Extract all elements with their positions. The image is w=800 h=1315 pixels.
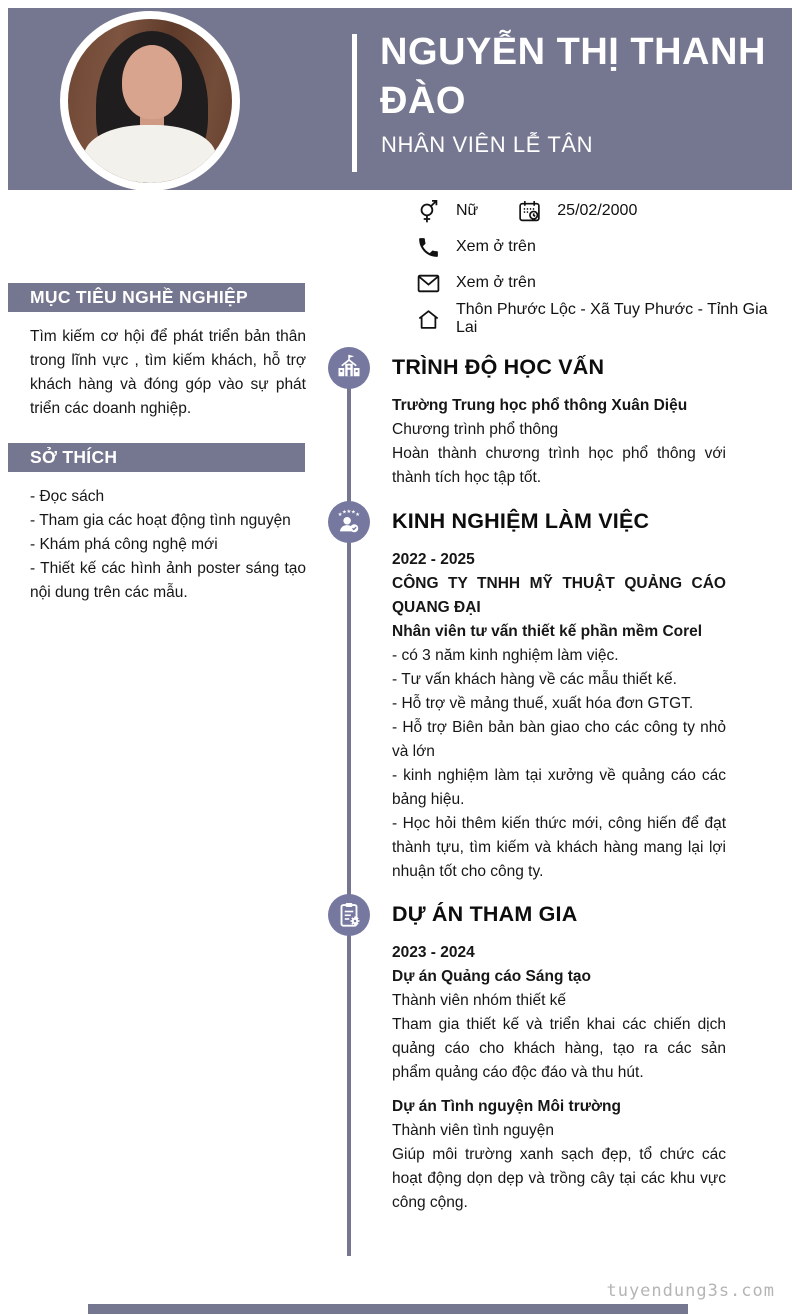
candidate-title: NHÂN VIÊN LỄ TÂN <box>381 132 594 157</box>
contact-row-email <box>415 268 792 298</box>
svg-text:★: ★ <box>346 508 352 515</box>
education-description: Hoàn thành chương trình học phổ thông với thành tích học tập tốt. <box>392 445 726 486</box>
photo-shirt <box>84 125 216 191</box>
address-value: Thôn Phước Lộc - Xã Tuy Phước - Tỉnh Gia Lai <box>456 301 768 336</box>
gender-value: Nữ <box>456 202 479 219</box>
objective-title: MỤC TIÊU NGHỀ NGHIỆP <box>8 283 305 312</box>
objective-body: Tìm kiếm cơ hội để phát triển bản thân trong lĩnh vực , tìm kiếm khách, hỗ trợ khách hàng và đóng góp vào sự phát triển các doanh nghiệp. <box>30 328 306 417</box>
svg-text:★: ★ <box>351 509 356 516</box>
project-role: Thành viên tình nguyện <box>392 1122 555 1139</box>
svg-text:★: ★ <box>355 511 360 518</box>
header-divider-line <box>352 34 357 172</box>
project-name: Dự án Quảng cáo Sáng tạo <box>392 968 591 985</box>
project-description: Tham gia thiết kế và triển khai các chiến dịch quảng cáo cho khách hàng, tạo ra các sản phẩm quảng cáo độc đáo và thu hút. <box>392 1016 726 1081</box>
phone-icon <box>415 234 442 261</box>
birthday-value: 25/02/2000 <box>557 202 638 219</box>
experience-bullet: - kinh nghiệm làm tại xưởng về quảng cáo các bảng hiệu. <box>392 767 726 808</box>
footer-bar <box>88 1304 688 1314</box>
phone-value: Xem ở trên <box>456 238 536 255</box>
mail-icon <box>415 270 442 297</box>
project-name: Dự án Tình nguyện Môi trường <box>392 1098 621 1115</box>
experience-bullet: - có 3 năm kinh nghiệm làm việc. <box>392 647 619 664</box>
education-program: Chương trình phổ thông <box>392 421 559 438</box>
education-section <box>328 347 728 490</box>
project-description: Giúp môi trường xanh sạch đẹp, tổ chức các hoạt động dọn dẹp và trồng cây tại các khu vực công cộng. <box>392 1146 726 1211</box>
hobby-item: - Khám phá công nghệ mới <box>30 536 218 553</box>
experience-bullet: - Hỗ trợ Biên bản bàn giao cho các công ty nhỏ và lớn <box>392 719 726 760</box>
calendar-icon <box>516 198 543 225</box>
hobby-item: - Tham gia các hoạt động tình nguyện <box>30 512 291 529</box>
education-school: Trường Trung học phổ thông Xuân Diệu <box>392 397 688 414</box>
email-value: Xem ở trên <box>456 274 536 291</box>
experience-period: 2022 - 2025 <box>392 551 475 568</box>
hobbies-section <box>8 443 305 605</box>
projects-title: DỰ ÁN THAM GIA <box>392 902 578 926</box>
objective-section <box>8 283 305 421</box>
candidate-name: NGUYỄN THỊ THANH ĐÀO <box>380 31 766 122</box>
gender-icon <box>415 198 442 225</box>
svg-text:★: ★ <box>337 511 343 518</box>
contact-info <box>415 196 792 340</box>
contact-row-address <box>415 301 792 336</box>
experience-title: KINH NGHIỆM LÀM VIỆC <box>392 509 650 533</box>
experience-position: Nhân viên tư vấn thiết kế phần mềm Corel <box>392 623 703 640</box>
experience-icon <box>328 501 370 543</box>
svg-text:★: ★ <box>342 509 347 516</box>
school-icon <box>328 347 370 389</box>
education-title: TRÌNH ĐỘ HỌC VẤN <box>392 355 605 379</box>
experience-bullet: - Tư vấn khách hàng về các mẫu thiết kế. <box>392 671 677 688</box>
projects-period: 2023 - 2024 <box>392 944 475 961</box>
clipboard-gear-icon <box>328 894 370 936</box>
experience-bullet: - Học hỏi thêm kiến thức mới, công hiến để đạt thành tựu, tìm kiếm và khách hàng mang lại lợi nhuận tốt cho công ty. <box>392 815 726 880</box>
profile-photo <box>60 11 240 191</box>
contact-row-phone <box>415 232 792 262</box>
experience-bullet: - Hỗ trợ về mảng thuế, xuất hóa đơn GTGT. <box>392 695 694 712</box>
photo-face <box>122 45 182 119</box>
hobbies-title: SỞ THÍCH <box>8 443 305 472</box>
home-icon <box>415 306 442 333</box>
experience-company: CÔNG TY TNHH MỸ THUẬT QUẢNG CÁO QUANG ĐẠI <box>392 575 726 616</box>
projects-section <box>328 894 728 1215</box>
contact-row-gender-birthday <box>415 196 792 226</box>
watermark-brand: tuyendung3s.com <box>606 1281 775 1301</box>
spacer <box>392 1085 726 1095</box>
experience-section <box>328 501 728 884</box>
hobby-item: - Đọc sách <box>30 488 105 505</box>
hobby-item: - Thiết kế các hình ảnh poster sáng tạo nội dung trên các mẫu. <box>30 560 306 601</box>
project-role: Thành viên nhóm thiết kế <box>392 992 567 1009</box>
